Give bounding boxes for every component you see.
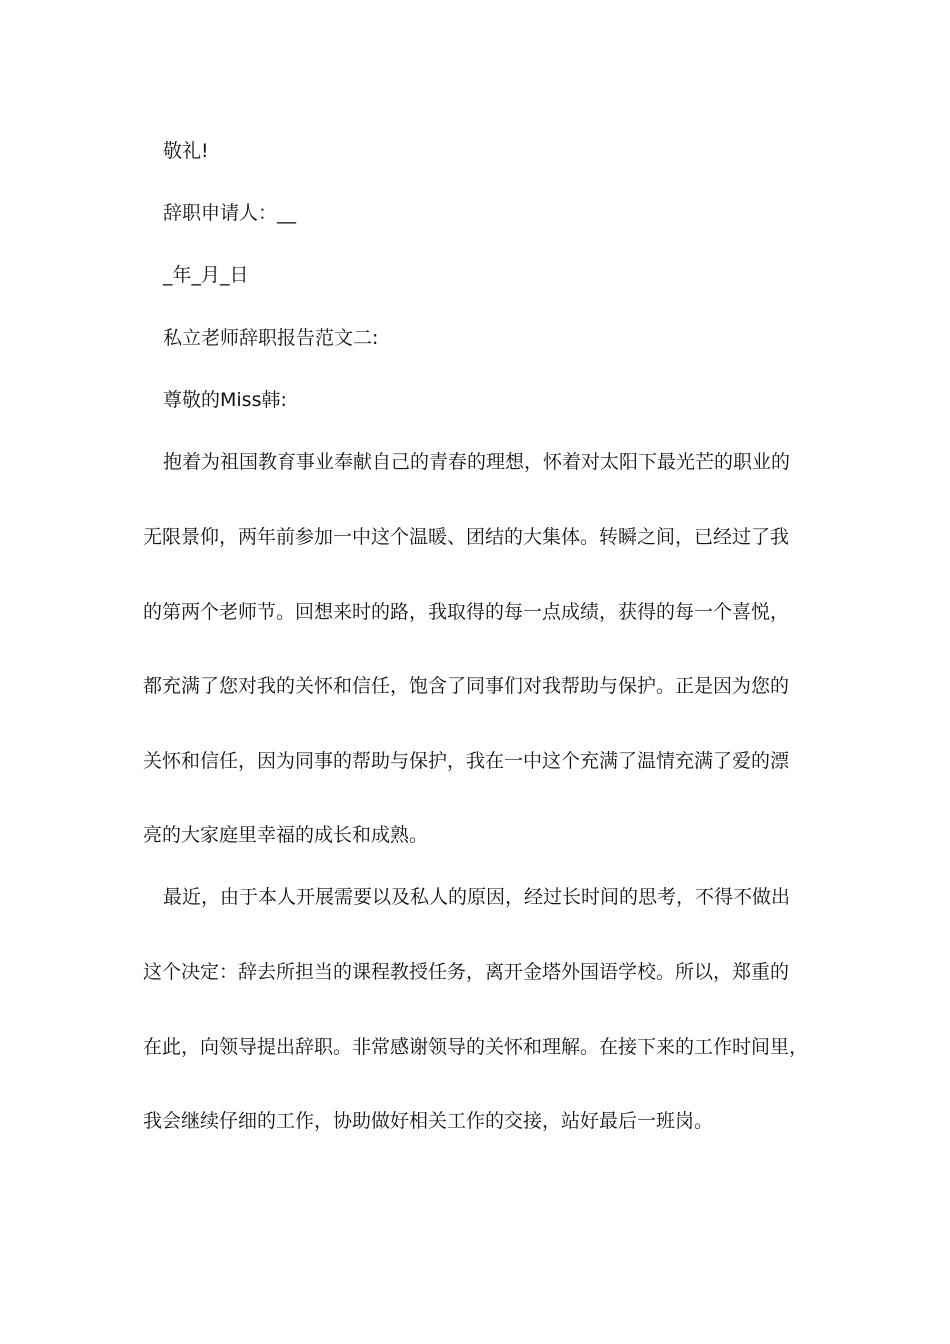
applicant-line: 辞职申请人：__ <box>163 202 297 224</box>
date-line: _年_月_日 <box>163 264 249 286</box>
paragraph-1-line-5: 关怀和信任，因为同事的帮助与保护，我在一中这个充满了温情充满了爱的漂 <box>143 750 790 772</box>
paragraph-2-line-1: 最近，由于本人开展需要以及私人的原因，经过长时间的思考，不得不做出 <box>163 886 791 908</box>
paragraph-2-line-4: 我会继续仔细的工作，协助做好相关工作的交接，站好最后一班岗。 <box>143 1110 714 1132</box>
salutation-line: 尊敬的Miss韩: <box>163 389 287 411</box>
paragraph-1-line-6: 亮的大家庭里幸福的成长和成熟。 <box>143 824 429 846</box>
closing-line: 敬礼! <box>163 140 209 162</box>
paragraph-2-line-2: 这个决定：辞去所担当的课程教授任务，离开金塔外国语学校。所以，郑重的 <box>143 961 790 983</box>
paragraph-2-line-3: 在此，向领导提出辞职。非常感谢领导的关怀和理解。在接下来的工作时间里， <box>143 1036 809 1058</box>
section-heading: 私立老师辞职报告范文二: <box>163 327 379 349</box>
paragraph-1-line-2: 无限景仰，两年前参加一中这个温暖、团结的大集体。转瞬之间，已经过了我 <box>143 526 790 548</box>
paragraph-1-line-3: 的第两个老师节。回想来时的路，我取得的每一点成绩，获得的每一个喜悦， <box>143 601 790 623</box>
paragraph-1-line-1: 抱着为祖国教育事业奉献自己的青春的理想，怀着对太阳下最光芒的职业的 <box>163 451 791 473</box>
paragraph-1-line-4: 都充满了您对我的关怀和信任，饱含了同事们对我帮助与保护。正是因为您的 <box>143 675 790 697</box>
